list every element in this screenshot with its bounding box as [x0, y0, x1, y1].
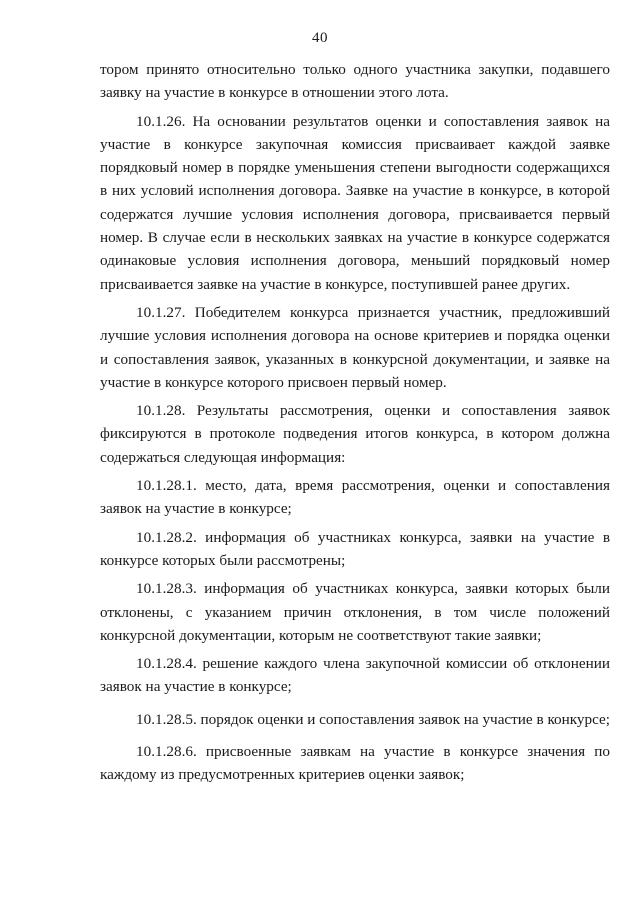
- document-body: [100, 58, 610, 787]
- paragraph-10-1-28-2: 10.1.28.2. информация об участниках конкурса, заявки на участие в конкурсе которых были рассмотрены;: [100, 528, 610, 569]
- paragraph-10-1-28-3: 10.1.28.3. информация об участниках конкурса, заявки которых были отклонены, с указанием причин отклонения, в том числе положений конкурсной документации, которым не соответствуют такие заявки;: [100, 580, 610, 644]
- paragraph-10-1-27: 10.1.27. Победителем конкурса признается участник, предложивший лучшие условия исполнения договора на основе критериев и порядка оценки и сопоставления заявок, указанных в конкурсной документации, и заявке на участие в конкурсе которого присвоен первый номер.: [100, 303, 610, 391]
- page-number: 40: [312, 30, 328, 46]
- paragraph-10-1-28-6: 10.1.28.6. присвоенные заявкам на участие в конкурсе значения по каждому из предусмотренных критериев оценки заявок;: [100, 743, 610, 784]
- paragraph-10-1-28: 10.1.28. Результаты рассмотрения, оценки и сопоставления заявок фиксируются в протоколе подведения итогов конкурса, в котором должна содержаться следующая информация:: [100, 402, 610, 466]
- paragraph-10-1-26: 10.1.26. На основании результатов оценки и сопоставления заявок на участие в конкурсе закупочная комиссия присваивает каждой заявке порядковый номер в порядке уменьшения степени выгодности содержащихся в них условий исполнения договора. Заявке на участие в конкурсе, в которой содержатся лучшие условия исполнения договора, присваивается первый номер. В случае если в нескольких заявках на участие в конкурсе содержатся одинаковые условия исполнения договора, меньший порядковый номер присваивается заявке на участие в конкурсе, поступившей ранее других.: [100, 112, 610, 293]
- paragraph-continuation: тором принято относительно только одного участника закупки, подавшего заявку на участие в конкурсе в отношении этого лота.: [100, 61, 610, 102]
- paragraph-10-1-28-5: 10.1.28.5. порядок оценки и сопоставления заявок на участие в конкурсе;: [136, 710, 611, 728]
- paragraph-10-1-28-1: 10.1.28.1. место, дата, время рассмотрения, оценки и сопоставления заявок на участие в конкурсе;: [100, 477, 610, 518]
- paragraph-10-1-28-4: 10.1.28.4. решение каждого члена закупочной комиссии об отклонении заявок на участие в конкурсе;: [100, 655, 610, 696]
